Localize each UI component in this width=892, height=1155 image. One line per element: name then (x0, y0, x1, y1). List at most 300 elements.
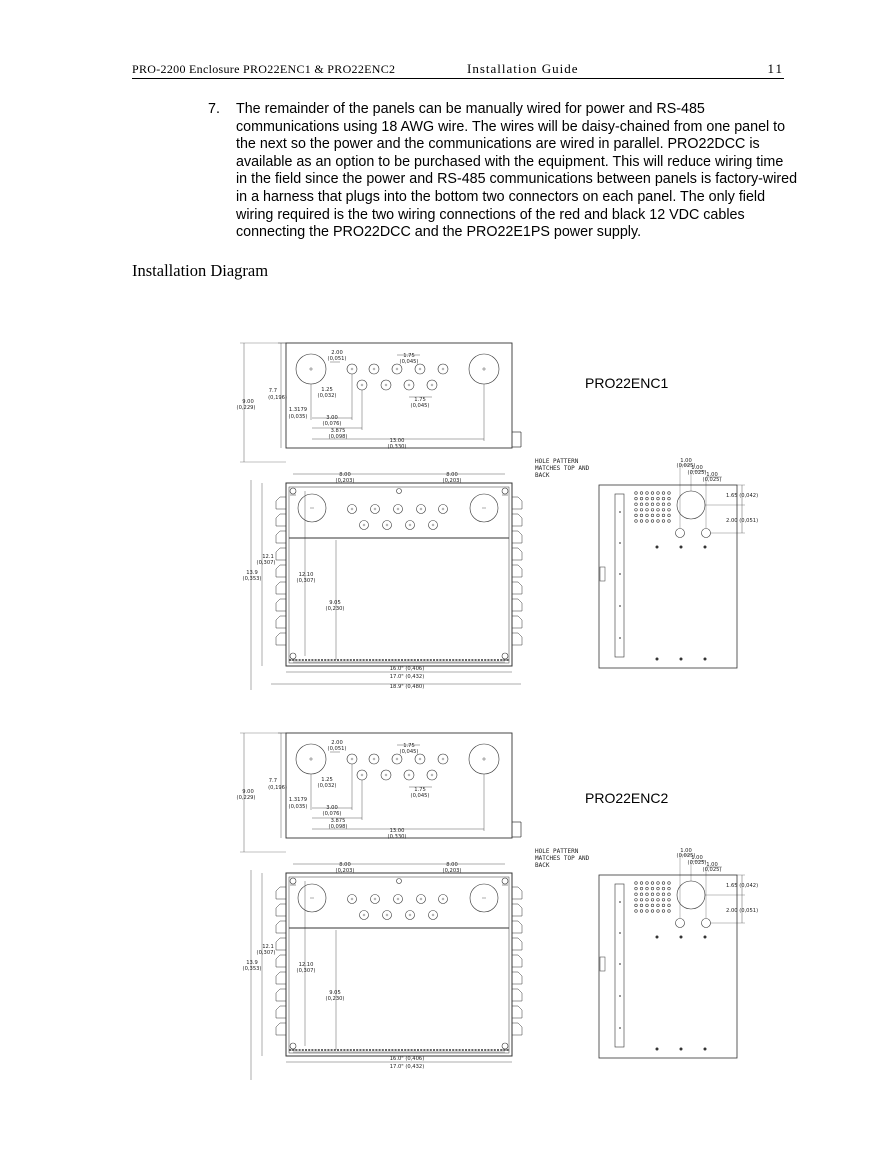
dimension-label: (0,330) (387, 444, 407, 450)
dimension-label: 3.00 (326, 805, 338, 811)
mounting-hole (502, 653, 508, 659)
dimension-label: (0,045) (410, 793, 430, 799)
knockout-hole (360, 911, 369, 920)
vent-hole (668, 882, 671, 885)
diagram-label-enc2: PRO22ENC2 (585, 790, 669, 806)
section-title: Installation Diagram (132, 261, 269, 280)
dimension-label: 2.00 (0,051) (726, 518, 759, 524)
mounting-hole (397, 489, 402, 494)
knockout-hole (415, 754, 425, 764)
dimension-label: 1.3179 (288, 797, 308, 803)
knockout-hole (392, 364, 402, 374)
small-hole (704, 546, 706, 548)
page-number: 11 (767, 61, 784, 76)
vent-hole (662, 492, 665, 495)
dimension-label: 9.05 (329, 600, 341, 606)
vent-hole (668, 520, 671, 523)
dimension-label: (0,025) (687, 470, 707, 476)
vent-hole (635, 893, 638, 896)
front-view-outline (286, 873, 512, 1056)
vent-hole (635, 520, 638, 523)
side-fin (512, 904, 522, 916)
din-rail (615, 494, 624, 657)
vent-hole (657, 492, 660, 495)
knockout-hole (702, 529, 711, 538)
dimension-label: (0,035) (288, 804, 308, 810)
knockout-hole (347, 364, 357, 374)
step-text: The remainder of the panels can be manually wired for power and RS-485 communications using 18 AWG wire. The wires will be daisy-chained from one panel to the next so the power and the communications are wired in parallel. PRO22DCC is available as an option to be purchased with the equipment. This will reduce wiring time in the field since the power and RS-485 communications between panels is factory-wired in a harness that plugs into the bottom two connectors on each panel. The only field wiring required is the two wiring connections of the red and black 12 VDC cables connecting the PRO22DCC and the PRO22E1PS power supply. (236, 101, 798, 241)
side-fin (276, 531, 286, 543)
side-fin (512, 582, 522, 594)
dimension-label: (0,051) (327, 356, 347, 362)
side-fin (512, 531, 522, 543)
vent-hole (640, 520, 643, 523)
knockout-hole (371, 895, 380, 904)
side-fin (276, 582, 286, 594)
vent-hole (640, 514, 643, 517)
large-knockout (298, 494, 326, 522)
vent-hole (668, 887, 671, 890)
vent-hole (668, 904, 671, 907)
side-fin (512, 955, 522, 967)
side-note: MATCHES TOP AND (535, 855, 590, 862)
side-fin (512, 633, 522, 645)
dimension-label: (0,203) (442, 478, 462, 484)
dimension-label: (0,203) (335, 478, 355, 484)
side-fin (276, 565, 286, 577)
vent-hole (662, 899, 665, 902)
knockout-hole (404, 770, 414, 780)
knockout-hole (357, 770, 367, 780)
knockout-hole (438, 754, 448, 764)
side-fin (512, 972, 522, 984)
side-fin (276, 514, 286, 526)
dimension-label: 13.00 (389, 438, 405, 444)
small-hole (680, 936, 682, 938)
large-knockout (470, 494, 498, 522)
vent-hole (662, 514, 665, 517)
side-note: BACK (535, 862, 550, 869)
vent-hole (651, 509, 654, 512)
mounting-hole (397, 879, 402, 884)
dimension-label: 12.1 (262, 554, 274, 560)
dimension-label: (0,045) (410, 403, 430, 409)
dimension-label: 17.0" (0,432) (389, 674, 425, 680)
side-fin (276, 599, 286, 611)
dimension-label: (0,353) (242, 576, 262, 582)
vent-hole (640, 509, 643, 512)
dimension-label: 12.10 (298, 572, 314, 578)
drawing-pro22enc1 (237, 343, 759, 690)
dimension-label: 8.00 (339, 862, 351, 868)
knockout-hole (347, 754, 357, 764)
dimension-label: 1.65 (0,042) (726, 883, 759, 889)
knockout-hole (383, 911, 392, 920)
knockout-hole (381, 770, 391, 780)
vent-hole (646, 910, 649, 913)
mounting-hole (502, 488, 508, 494)
vent-hole (657, 520, 660, 523)
dimension-label: 13.9 (246, 570, 258, 576)
dimension-label: 1.75 (403, 743, 415, 749)
vent-hole (662, 497, 665, 500)
vent-hole (662, 520, 665, 523)
small-hole (704, 1048, 706, 1050)
knockout-hole (392, 754, 402, 764)
side-note: HOLE PATTERN (535, 458, 579, 465)
vent-hole (651, 882, 654, 885)
knockout-hole (427, 380, 437, 390)
small-hole (656, 1048, 658, 1050)
knockout-hole (348, 505, 357, 514)
vent-hole (651, 893, 654, 896)
large-knockout (296, 354, 326, 384)
dimension-label: 1.00 (691, 465, 703, 471)
front-view-inner (289, 877, 509, 1053)
dimension-label: (0,051) (327, 746, 347, 752)
side-fin (276, 633, 286, 645)
dimension-label: (0,307) (296, 578, 316, 584)
dimension-label: 1.75 (414, 787, 426, 793)
large-knockout (677, 491, 705, 519)
vent-hole (640, 910, 643, 913)
vent-hole (662, 904, 665, 907)
side-fin (276, 955, 286, 967)
vent-hole (651, 887, 654, 890)
dimension-label: (0,032) (317, 393, 337, 399)
side-fin (512, 1023, 522, 1035)
diagram-label-enc1: PRO22ENC1 (585, 375, 669, 391)
dimension-label: 7.7 (268, 778, 277, 784)
side-view-outline (599, 875, 737, 1058)
side-fin (276, 972, 286, 984)
mounting-hole (290, 653, 296, 659)
mounting-hole (502, 878, 508, 884)
knockout-hole (357, 380, 367, 390)
dimension-label: 12.10 (298, 962, 314, 968)
dimension-label: (0,076) (322, 811, 342, 817)
dimension-label: (0,025) (687, 860, 707, 866)
dimension-label: 1.75 (403, 353, 415, 359)
mounting-hole (502, 1043, 508, 1049)
dimension-label: 16.0" (0,406) (389, 1056, 425, 1062)
side-note: HOLE PATTERN (535, 848, 579, 855)
dimension-label: 17.0" (0,432) (389, 1064, 425, 1070)
vent-hole (646, 893, 649, 896)
knockout-hole (383, 521, 392, 530)
vent-hole (668, 503, 671, 506)
vent-hole (646, 492, 649, 495)
side-fin (512, 514, 522, 526)
vent-hole (640, 492, 643, 495)
dimension-label: 2.00 (331, 350, 343, 356)
dimension-label: 1.25 (321, 777, 333, 783)
small-hole (656, 546, 658, 548)
dimension-label: 3.00 (326, 415, 338, 421)
vent-hole (651, 520, 654, 523)
side-fin (276, 497, 286, 509)
knockout-hole (439, 505, 448, 514)
vent-hole (651, 492, 654, 495)
dimension-label: 3.875 (330, 428, 346, 434)
vent-hole (640, 887, 643, 890)
dimension-label: (0,196) (268, 395, 287, 401)
dimension-label: (0,196) (268, 785, 287, 791)
dimension-label: 3.875 (330, 818, 346, 824)
vent-hole (657, 904, 660, 907)
dimension-label: (0,098) (328, 824, 348, 830)
dimension-label: 9.05 (329, 990, 341, 996)
side-fin (512, 548, 522, 560)
vent-hole (640, 904, 643, 907)
dimension-label: 1.75 (414, 397, 426, 403)
side-fin (276, 1006, 286, 1018)
dimension-label: 8.00 (339, 472, 351, 478)
vent-hole (646, 882, 649, 885)
dimension-label: (0,035) (288, 414, 308, 420)
knockout-hole (404, 380, 414, 390)
vent-hole (668, 509, 671, 512)
vent-hole (657, 893, 660, 896)
top-view-outline (286, 733, 512, 838)
dimension-label: 16.0" (0,406) (389, 666, 425, 672)
vent-hole (662, 893, 665, 896)
dimension-label: 1.3179 (288, 407, 308, 413)
vent-hole (635, 497, 638, 500)
vent-hole (646, 520, 649, 523)
dimension-label: (0,025) (702, 477, 722, 483)
dimension-label: 2.00 (0,051) (726, 908, 759, 914)
side-fin (512, 938, 522, 950)
small-hole (680, 546, 682, 548)
dimension-label: (0,307) (296, 968, 316, 974)
vent-hole (646, 899, 649, 902)
knockout-hole (360, 521, 369, 530)
mounting-hole (290, 878, 296, 884)
dimension-label: (0,045) (399, 359, 419, 365)
knockout-hole (406, 521, 415, 530)
side-note: MATCHES TOP AND (535, 465, 590, 472)
side-fin (276, 938, 286, 950)
dimension-label: (0,025) (676, 853, 696, 859)
dimension-label: (0,229) (236, 795, 256, 801)
dimension-label: (0,307) (256, 950, 276, 956)
side-fin (512, 921, 522, 933)
vent-hole (651, 904, 654, 907)
dimension-label: (0,353) (242, 966, 262, 972)
knockout-hole (371, 505, 380, 514)
vent-hole (640, 893, 643, 896)
vent-hole (657, 497, 660, 500)
vent-hole (668, 910, 671, 913)
dimension-label: 1.25 (321, 387, 333, 393)
vent-hole (646, 497, 649, 500)
knockout-hole (417, 895, 426, 904)
mounting-hole (290, 1043, 296, 1049)
side-view-outline (599, 485, 737, 668)
vent-hole (640, 497, 643, 500)
knockout-hole (417, 505, 426, 514)
vent-hole (662, 887, 665, 890)
side-note: BACK (535, 472, 550, 479)
vent-hole (651, 910, 654, 913)
knockout-hole (348, 895, 357, 904)
vent-hole (640, 899, 643, 902)
knockout-hole (381, 380, 391, 390)
dimension-label: 1.65 (0,042) (726, 493, 759, 499)
knockout-hole (369, 754, 379, 764)
side-fin (276, 887, 286, 899)
large-knockout (469, 354, 499, 384)
vent-hole (635, 503, 638, 506)
knockout-hole (394, 505, 403, 514)
side-fin (276, 989, 286, 1001)
dimension-label: (0,230) (325, 996, 345, 1002)
vent-hole (657, 509, 660, 512)
vent-hole (657, 887, 660, 890)
vent-hole (635, 509, 638, 512)
large-knockout (469, 744, 499, 774)
side-fin (276, 616, 286, 628)
side-latch (600, 567, 605, 581)
din-rail (615, 884, 624, 1047)
side-fin (276, 1023, 286, 1035)
side-latch (600, 957, 605, 971)
knockout-hole (427, 770, 437, 780)
dimension-label: 9.00 (242, 789, 254, 795)
dimension-label: (0,076) (322, 421, 342, 427)
vent-hole (635, 910, 638, 913)
vent-hole (662, 503, 665, 506)
dimension-label: 12.1 (262, 944, 274, 950)
vent-hole (668, 497, 671, 500)
dimension-label: 9.00 (242, 399, 254, 405)
vent-hole (662, 910, 665, 913)
dimension-label: 1.00 (691, 855, 703, 861)
small-hole (680, 1048, 682, 1050)
top-view-outline (286, 343, 512, 448)
vent-hole (646, 887, 649, 890)
knockout-hole (394, 895, 403, 904)
knockout-hole (676, 529, 685, 538)
dimension-label: (0,330) (387, 834, 407, 840)
small-hole (680, 658, 682, 660)
knockout-hole (676, 919, 685, 928)
knockout-hole (438, 364, 448, 374)
knockout-hole (439, 895, 448, 904)
vent-hole (640, 503, 643, 506)
dimension-label: 8.00 (446, 862, 458, 868)
vent-hole (651, 497, 654, 500)
side-fin (512, 887, 522, 899)
dimension-label: 8.00 (446, 472, 458, 478)
large-knockout (298, 884, 326, 912)
vent-hole (657, 882, 660, 885)
vent-hole (635, 904, 638, 907)
side-fin (512, 1006, 522, 1018)
side-fin (276, 904, 286, 916)
step-number: 7. (208, 101, 220, 117)
dimension-label: 18.9" (0,480) (389, 684, 425, 690)
side-fin (276, 921, 286, 933)
vent-hole (640, 882, 643, 885)
dimension-label: (0,032) (317, 783, 337, 789)
dimension-label: 1.00 (706, 862, 718, 868)
vent-hole (635, 514, 638, 517)
dimension-label: (0,025) (676, 463, 696, 469)
front-view-outline (286, 483, 512, 666)
front-view-inner (289, 487, 509, 663)
vent-hole (635, 492, 638, 495)
vent-hole (668, 899, 671, 902)
side-fin (512, 565, 522, 577)
header-guide-title: Installation Guide (467, 61, 579, 76)
small-hole (704, 936, 706, 938)
dimension-label: 13.9 (246, 960, 258, 966)
large-knockout (470, 884, 498, 912)
vent-hole (646, 904, 649, 907)
knockout-hole (415, 364, 425, 374)
small-hole (656, 936, 658, 938)
dimension-label: 1.00 (680, 458, 692, 464)
drawing-pro22enc2 (237, 733, 759, 1080)
vent-hole (651, 514, 654, 517)
vent-hole (651, 503, 654, 506)
dimension-label: 7.7 (268, 388, 277, 394)
side-fin (512, 616, 522, 628)
vent-hole (657, 910, 660, 913)
side-fin (512, 989, 522, 1001)
vent-hole (635, 882, 638, 885)
side-fin (276, 548, 286, 560)
page-header (132, 60, 784, 79)
knockout-hole (429, 521, 438, 530)
dimension-label: (0,098) (328, 434, 348, 440)
vent-hole (635, 887, 638, 890)
vent-hole (657, 514, 660, 517)
dimension-label: (0,203) (442, 868, 462, 874)
dimension-label: (0,045) (399, 749, 419, 755)
dimension-label: (0,307) (256, 560, 276, 566)
vent-hole (668, 893, 671, 896)
dimension-label: 2.00 (331, 740, 343, 746)
vent-hole (662, 509, 665, 512)
vent-hole (651, 899, 654, 902)
knockout-hole (406, 911, 415, 920)
dimension-label: (0,203) (335, 868, 355, 874)
large-knockout (677, 881, 705, 909)
dimension-label: (0,230) (325, 606, 345, 612)
dimension-label: 1.00 (706, 472, 718, 478)
vent-hole (668, 492, 671, 495)
header-document-title: PRO-2200 Enclosure PRO22ENC1 & PRO22ENC2 (132, 62, 396, 76)
large-knockout (296, 744, 326, 774)
vent-hole (646, 503, 649, 506)
knockout-hole (369, 364, 379, 374)
vent-hole (646, 509, 649, 512)
side-fin (512, 497, 522, 509)
small-hole (656, 658, 658, 660)
vent-hole (657, 503, 660, 506)
knockout-hole (702, 919, 711, 928)
dimension-label: 13.00 (389, 828, 405, 834)
vent-hole (635, 899, 638, 902)
mounting-hole (290, 488, 296, 494)
small-hole (704, 658, 706, 660)
vent-hole (668, 514, 671, 517)
side-fin (512, 599, 522, 611)
dimension-label: (0,229) (236, 405, 256, 411)
